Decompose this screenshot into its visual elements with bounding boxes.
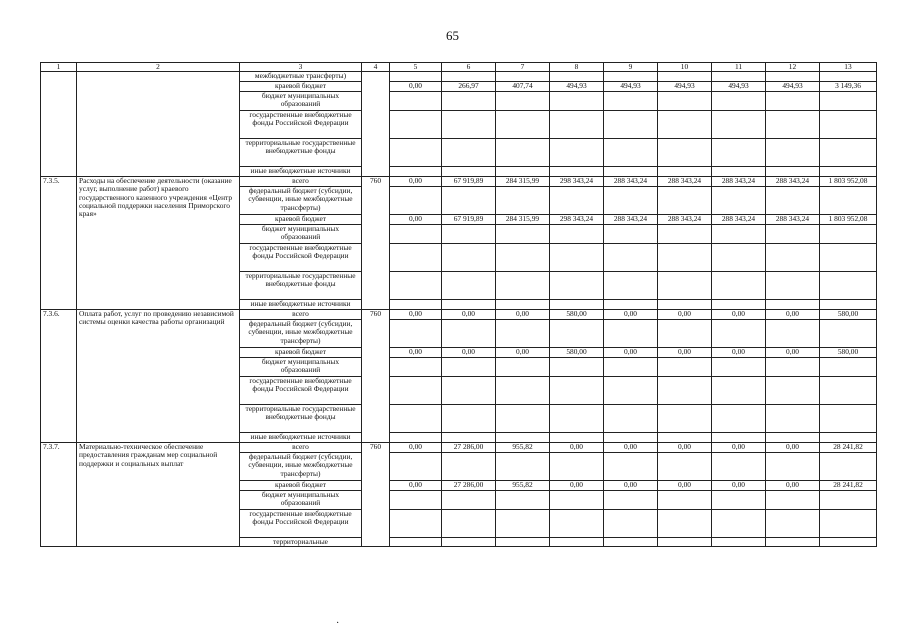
source-cell: территориальные <box>240 537 362 546</box>
value-cell: 0,00 <box>442 309 496 319</box>
value-cell <box>390 432 442 442</box>
value-cell: 298 343,24 <box>550 176 604 186</box>
value-cell <box>496 138 550 166</box>
value-cell: 284 315,99 <box>496 214 550 224</box>
value-cell <box>442 72 496 81</box>
value-cell <box>496 452 550 480</box>
value-cell: 28 241,82 <box>820 480 877 490</box>
value-cell: 0,00 <box>712 480 766 490</box>
col-header: 3 <box>240 63 362 72</box>
value-cell <box>496 404 550 432</box>
col-header: 12 <box>766 63 820 72</box>
value-cell <box>658 166 712 176</box>
value-cell <box>766 243 820 271</box>
value-cell: 288 343,24 <box>766 176 820 186</box>
value-cell <box>712 110 766 138</box>
value-cell <box>766 110 820 138</box>
source-cell: государственные внебюджетные фонды Российской Федерации <box>240 376 362 404</box>
col4-cell: 760 <box>362 309 390 442</box>
value-cell <box>766 509 820 537</box>
value-cell <box>390 299 442 309</box>
value-cell <box>658 509 712 537</box>
value-cell <box>496 432 550 442</box>
value-cell <box>390 138 442 166</box>
value-cell <box>820 110 877 138</box>
value-cell <box>390 243 442 271</box>
value-cell <box>550 509 604 537</box>
value-cell: 494,93 <box>712 81 766 91</box>
value-cell: 0,00 <box>550 442 604 452</box>
value-cell: 0,00 <box>390 347 442 357</box>
value-cell <box>658 138 712 166</box>
value-cell <box>604 537 658 546</box>
value-cell <box>604 271 658 299</box>
value-cell <box>712 166 766 176</box>
value-cell <box>496 271 550 299</box>
value-cell <box>604 243 658 271</box>
code-cell: 7.3.7. <box>41 442 77 546</box>
value-cell <box>820 357 877 376</box>
source-cell: всего <box>240 309 362 319</box>
col-header: 10 <box>658 63 712 72</box>
page-number: 65 <box>446 28 459 43</box>
value-cell <box>604 138 658 166</box>
source-cell: краевой бюджет <box>240 480 362 490</box>
value-cell <box>820 138 877 166</box>
col-header: 5 <box>390 63 442 72</box>
value-cell <box>390 537 442 546</box>
value-cell: 0,00 <box>390 442 442 452</box>
value-cell <box>550 376 604 404</box>
value-cell <box>550 299 604 309</box>
value-cell: 0,00 <box>604 309 658 319</box>
value-cell: 0,00 <box>550 480 604 490</box>
footer-mark: · <box>336 618 340 629</box>
value-cell <box>658 110 712 138</box>
value-cell: 288 343,24 <box>766 214 820 224</box>
value-cell <box>604 319 658 347</box>
value-cell <box>766 537 820 546</box>
col-header: 11 <box>712 63 766 72</box>
source-cell: бюджет муниципальных образований <box>240 357 362 376</box>
value-cell <box>820 271 877 299</box>
value-cell <box>442 404 496 432</box>
source-cell: бюджет муниципальных образований <box>240 91 362 110</box>
value-cell <box>820 490 877 509</box>
value-cell <box>496 224 550 243</box>
value-cell <box>820 91 877 110</box>
value-cell <box>658 537 712 546</box>
col-header: 1 <box>41 63 77 72</box>
value-cell <box>390 452 442 480</box>
value-cell <box>820 509 877 537</box>
value-cell <box>820 243 877 271</box>
value-cell <box>658 271 712 299</box>
code-cell <box>41 72 77 176</box>
value-cell: 0,00 <box>390 309 442 319</box>
section-row <box>41 442 877 452</box>
value-cell: 288 343,24 <box>658 214 712 224</box>
value-cell: 288 343,24 <box>604 176 658 186</box>
value-cell <box>442 166 496 176</box>
value-cell <box>766 299 820 309</box>
value-cell <box>712 452 766 480</box>
value-cell: 3 149,36 <box>820 81 877 91</box>
source-cell: федеральный бюджет (субсидии, субвенции, иные межбюджетные трансферты) <box>240 319 362 347</box>
value-cell: 0,00 <box>604 480 658 490</box>
value-cell: 0,00 <box>496 309 550 319</box>
value-cell <box>390 72 442 81</box>
section-row <box>41 176 877 186</box>
value-cell: 284 315,99 <box>496 176 550 186</box>
col4-cell: 760 <box>362 176 390 309</box>
value-cell <box>658 357 712 376</box>
value-cell <box>442 224 496 243</box>
value-cell <box>550 166 604 176</box>
value-cell: 580,00 <box>820 347 877 357</box>
value-cell <box>496 91 550 110</box>
description-cell: Расходы на обеспечение деятельности (оказание услуг, выполнение работ) краевого государственного казенного учреждения «Центр социальной поддержки населения Приморского края» <box>77 176 240 309</box>
value-cell <box>496 166 550 176</box>
value-cell <box>390 91 442 110</box>
value-cell <box>712 91 766 110</box>
value-cell <box>390 404 442 432</box>
value-cell <box>442 376 496 404</box>
value-cell <box>390 509 442 537</box>
source-cell: межбюджетные трансферты) <box>240 72 362 81</box>
value-cell <box>442 319 496 347</box>
value-cell: 298 343,24 <box>550 214 604 224</box>
value-cell <box>550 452 604 480</box>
value-cell <box>658 404 712 432</box>
value-cell <box>442 490 496 509</box>
value-cell: 494,93 <box>766 81 820 91</box>
value-cell <box>604 91 658 110</box>
value-cell <box>604 376 658 404</box>
value-cell <box>496 243 550 271</box>
value-cell: 288 343,24 <box>658 176 712 186</box>
value-cell <box>712 404 766 432</box>
value-cell <box>766 138 820 166</box>
value-cell: 288 343,24 <box>604 214 658 224</box>
value-cell <box>712 357 766 376</box>
value-cell <box>496 490 550 509</box>
value-cell: 494,93 <box>604 81 658 91</box>
source-cell: бюджет муниципальных образований <box>240 224 362 243</box>
source-cell: бюджет муниципальных образований <box>240 490 362 509</box>
value-cell <box>442 357 496 376</box>
value-cell <box>712 490 766 509</box>
value-cell <box>766 357 820 376</box>
value-cell: 0,00 <box>496 347 550 357</box>
value-cell: 27 286,00 <box>442 480 496 490</box>
value-cell <box>658 186 712 214</box>
source-cell: всего <box>240 442 362 452</box>
col4-cell: 760 <box>362 442 390 546</box>
value-cell <box>496 537 550 546</box>
col-header: 7 <box>496 63 550 72</box>
value-cell: 0,00 <box>766 309 820 319</box>
value-cell <box>390 357 442 376</box>
value-cell: 955,82 <box>496 442 550 452</box>
value-cell <box>496 186 550 214</box>
value-cell <box>390 186 442 214</box>
value-cell <box>496 509 550 537</box>
value-cell <box>820 452 877 480</box>
value-cell: 0,00 <box>658 480 712 490</box>
value-cell <box>712 243 766 271</box>
value-cell: 0,00 <box>658 442 712 452</box>
description-cell <box>77 72 240 176</box>
value-cell <box>550 72 604 81</box>
col-header: 8 <box>550 63 604 72</box>
value-cell: 0,00 <box>658 309 712 319</box>
value-cell <box>390 271 442 299</box>
section-row <box>41 309 877 319</box>
value-cell: 28 241,82 <box>820 442 877 452</box>
table-row <box>41 72 877 81</box>
value-cell: 1 803 952,08 <box>820 176 877 186</box>
col-header: 2 <box>77 63 240 72</box>
value-cell <box>604 110 658 138</box>
value-cell: 0,00 <box>390 214 442 224</box>
value-cell <box>658 72 712 81</box>
value-cell <box>604 432 658 442</box>
value-cell <box>550 110 604 138</box>
description-cell: Оплата работ, услуг по проведению независимой системы оценки качества работы организаций <box>77 309 240 442</box>
column-number-row <box>41 63 877 72</box>
value-cell <box>496 319 550 347</box>
value-cell <box>390 490 442 509</box>
value-cell <box>604 509 658 537</box>
value-cell <box>604 166 658 176</box>
value-cell <box>390 110 442 138</box>
value-cell <box>496 376 550 404</box>
value-cell <box>712 509 766 537</box>
source-cell: иные внебюджетные источники <box>240 299 362 309</box>
value-cell <box>390 166 442 176</box>
value-cell <box>820 319 877 347</box>
value-cell: 0,00 <box>390 81 442 91</box>
value-cell <box>442 110 496 138</box>
value-cell: 0,00 <box>766 347 820 357</box>
value-cell <box>496 357 550 376</box>
value-cell <box>550 224 604 243</box>
value-cell <box>604 224 658 243</box>
value-cell <box>442 452 496 480</box>
value-cell: 494,93 <box>550 81 604 91</box>
value-cell <box>442 299 496 309</box>
value-cell: 0,00 <box>658 347 712 357</box>
value-cell <box>658 452 712 480</box>
value-cell <box>496 110 550 138</box>
col4-cell <box>362 72 390 176</box>
code-cell: 7.3.6. <box>41 309 77 442</box>
value-cell <box>550 404 604 432</box>
value-cell <box>820 224 877 243</box>
code-cell: 7.3.5. <box>41 176 77 309</box>
value-cell <box>550 319 604 347</box>
value-cell <box>766 271 820 299</box>
value-cell <box>712 319 766 347</box>
value-cell <box>820 404 877 432</box>
value-cell <box>604 186 658 214</box>
value-cell: 0,00 <box>390 480 442 490</box>
value-cell: 0,00 <box>712 442 766 452</box>
source-cell: краевой бюджет <box>240 214 362 224</box>
value-cell <box>658 432 712 442</box>
value-cell <box>766 166 820 176</box>
value-cell <box>658 224 712 243</box>
value-cell: 27 286,00 <box>442 442 496 452</box>
value-cell <box>604 357 658 376</box>
value-cell: 580,00 <box>550 309 604 319</box>
value-cell: 0,00 <box>390 176 442 186</box>
source-cell: краевой бюджет <box>240 81 362 91</box>
value-cell <box>442 537 496 546</box>
col-header: 4 <box>362 63 390 72</box>
source-cell: иные внебюджетные источники <box>240 166 362 176</box>
value-cell <box>496 72 550 81</box>
value-cell <box>712 537 766 546</box>
value-cell <box>766 432 820 442</box>
value-cell: 67 919,89 <box>442 176 496 186</box>
value-cell <box>820 432 877 442</box>
value-cell <box>712 138 766 166</box>
value-cell: 1 803 952,08 <box>820 214 877 224</box>
value-cell <box>390 224 442 243</box>
value-cell <box>604 452 658 480</box>
value-cell <box>712 72 766 81</box>
value-cell <box>550 357 604 376</box>
value-cell <box>604 490 658 509</box>
value-cell <box>442 271 496 299</box>
col-header: 6 <box>442 63 496 72</box>
value-cell: 266,97 <box>442 81 496 91</box>
value-cell <box>496 299 550 309</box>
value-cell <box>390 319 442 347</box>
value-cell <box>712 432 766 442</box>
value-cell <box>820 299 877 309</box>
value-cell: 494,93 <box>658 81 712 91</box>
value-cell <box>550 432 604 442</box>
value-cell: 0,00 <box>604 442 658 452</box>
source-cell: всего <box>240 176 362 186</box>
value-cell <box>766 224 820 243</box>
source-cell: территориальные государственные внебюджетные фонды <box>240 138 362 166</box>
value-cell: 67 919,89 <box>442 214 496 224</box>
value-cell <box>658 91 712 110</box>
value-cell <box>766 452 820 480</box>
value-cell <box>550 91 604 110</box>
value-cell <box>712 224 766 243</box>
source-cell: иные внебюджетные источники <box>240 432 362 442</box>
value-cell <box>712 271 766 299</box>
value-cell <box>712 186 766 214</box>
source-cell: государственные внебюджетные фонды Российской Федерации <box>240 243 362 271</box>
value-cell <box>712 299 766 309</box>
value-cell <box>550 271 604 299</box>
value-cell <box>766 186 820 214</box>
value-cell <box>604 299 658 309</box>
value-cell: 288 343,24 <box>712 214 766 224</box>
value-cell <box>766 490 820 509</box>
value-cell <box>442 243 496 271</box>
value-cell <box>442 91 496 110</box>
value-cell: 0,00 <box>766 480 820 490</box>
value-cell <box>658 490 712 509</box>
source-cell: государственные внебюджетные фонды Российской Федерации <box>240 110 362 138</box>
source-cell: территориальные государственные внебюджетные фонды <box>240 271 362 299</box>
value-cell <box>550 490 604 509</box>
description-cell: Материально-техническое обеспечение предоставления гражданам мер социальной поддержки и социальных выплат <box>77 442 240 546</box>
value-cell <box>658 319 712 347</box>
value-cell: 0,00 <box>442 347 496 357</box>
budget-table <box>40 62 877 547</box>
value-cell <box>550 537 604 546</box>
value-cell <box>766 376 820 404</box>
value-cell <box>766 72 820 81</box>
value-cell: 407,74 <box>496 81 550 91</box>
value-cell <box>766 319 820 347</box>
value-cell: 0,00 <box>712 309 766 319</box>
source-cell: федеральный бюджет (субсидии, субвенции, иные межбюджетные трансферты) <box>240 452 362 480</box>
value-cell <box>604 72 658 81</box>
value-cell <box>390 376 442 404</box>
value-cell: 955,82 <box>496 480 550 490</box>
value-cell <box>442 509 496 537</box>
value-cell <box>442 186 496 214</box>
value-cell <box>604 404 658 432</box>
source-cell: государственные внебюджетные фонды Российской Федерации <box>240 509 362 537</box>
value-cell <box>550 243 604 271</box>
value-cell <box>550 186 604 214</box>
source-cell: федеральный бюджет (субсидии, субвенции, иные межбюджетные трансферты) <box>240 186 362 214</box>
value-cell: 0,00 <box>712 347 766 357</box>
col-header: 13 <box>820 63 877 72</box>
value-cell <box>820 186 877 214</box>
source-cell: территориальные государственные внебюджетные фонды <box>240 404 362 432</box>
col-header: 9 <box>604 63 658 72</box>
value-cell: 0,00 <box>604 347 658 357</box>
value-cell <box>442 432 496 442</box>
value-cell: 580,00 <box>550 347 604 357</box>
value-cell: 580,00 <box>820 309 877 319</box>
value-cell <box>550 138 604 166</box>
value-cell <box>766 404 820 432</box>
value-cell: 288 343,24 <box>712 176 766 186</box>
value-cell <box>820 376 877 404</box>
value-cell <box>442 138 496 166</box>
value-cell <box>658 299 712 309</box>
value-cell <box>766 91 820 110</box>
value-cell <box>658 376 712 404</box>
value-cell <box>658 243 712 271</box>
value-cell <box>820 166 877 176</box>
value-cell <box>712 376 766 404</box>
value-cell <box>820 537 877 546</box>
source-cell: краевой бюджет <box>240 347 362 357</box>
value-cell: 0,00 <box>766 442 820 452</box>
value-cell <box>820 72 877 81</box>
